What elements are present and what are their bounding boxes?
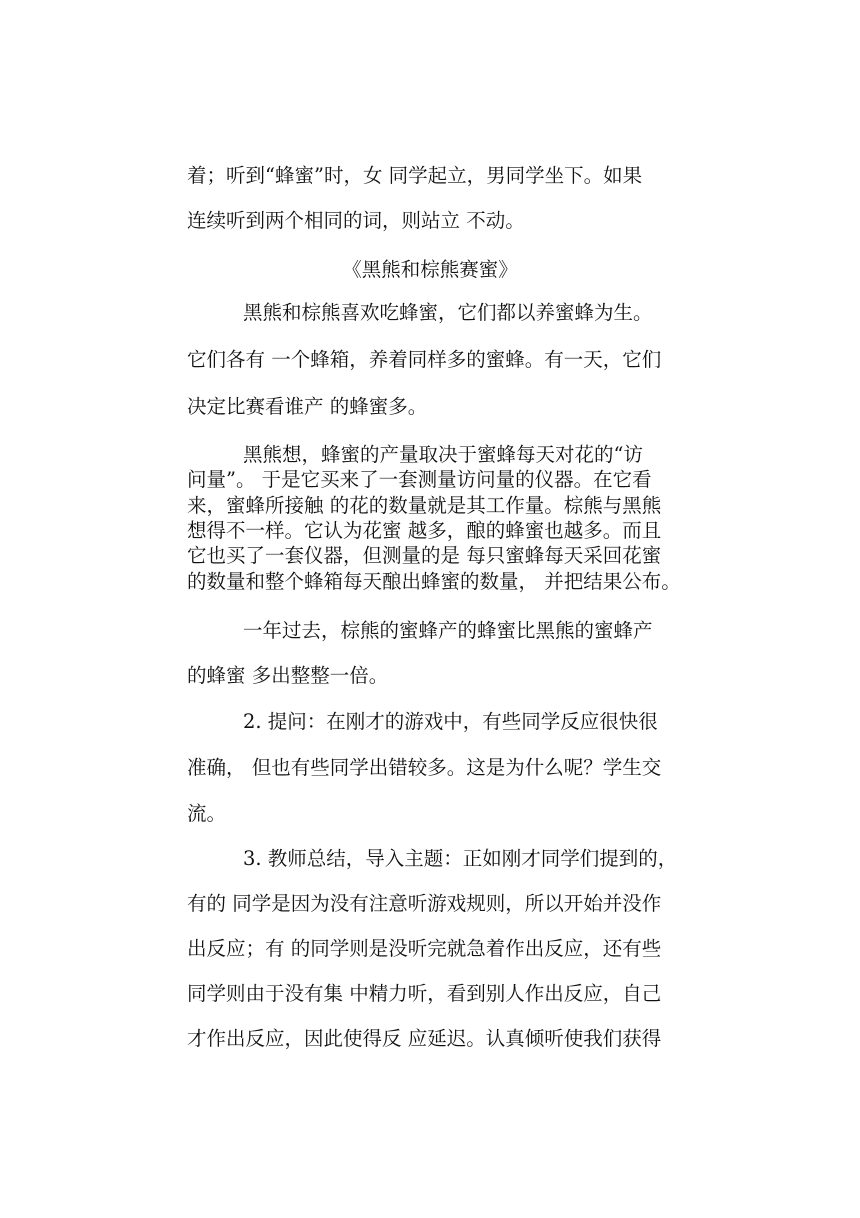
- text-line: 连续听到两个相同的词，则站立 不动。: [187, 209, 525, 232]
- text-line: 才作出反应，因此使得反 应延迟。认真倾听使我们获得: [187, 1027, 662, 1050]
- text-line: 3. 教师总结，导入主题：正如刚才同学们提到的，: [243, 847, 678, 870]
- text-line: 有的 同学是因为没有注意听游戏规则，所以开始并没作: [187, 892, 662, 915]
- text-line: 黑熊和棕熊喜欢吃蜂蜜，它们都以养蜜蜂为生。: [243, 301, 653, 324]
- text-line: 同学则由于没有集 中精力听，看到别人作出反应，自己: [187, 982, 662, 1005]
- text-line: 准确， 但也有些同学出错较多。这是为什么呢？学生交: [187, 756, 662, 779]
- text-line: 着；听到“蜂蜜”时，女 同学起立，男同学坐下。如果: [187, 164, 643, 187]
- text-line: 来，蜜蜂所接触 的花的数量就是其工作量。棕熊与黑熊: [187, 494, 662, 517]
- text-line: 流。: [187, 802, 227, 825]
- text-line: 一年过去，棕熊的蜜蜂产的蜂蜜比黑熊的蜜蜂产: [243, 619, 653, 642]
- text-line: 2. 提问：在刚才的游戏中，有些同学反应很快很: [243, 710, 658, 733]
- text-line: 黑熊想，蜂蜜的产量取决于蜜蜂每天对花的“访: [243, 443, 643, 466]
- story-title: 《黑熊和棕熊赛蜜》: [342, 258, 518, 281]
- text-line: 的蜂蜜 多出整整一倍。: [187, 664, 389, 687]
- text-line: 出反应；有 的同学则是没听完就急着作出反应，还有些: [187, 937, 662, 960]
- text-line: 它也买了一套仪器，但测量的是 每只蜜蜂每天采回花蜜: [187, 544, 662, 567]
- text-line: 决定比赛看谁产 的蜂蜜多。: [187, 395, 428, 418]
- text-line: 的数量和整个蜂箱每天酿出蜂蜜的数量， 并把结果公布。: [187, 570, 681, 593]
- text-line: 想得不一样。它认为花蜜 越多，酿的蜂蜜也越多。而且: [187, 519, 662, 542]
- text-line: 问量”。 于是它买来了一套测量访问量的仪器。在它看: [187, 468, 652, 491]
- text-line: 它们各有 一个蜂箱，养着同样多的蜜蜂。有一天，它们: [187, 348, 662, 371]
